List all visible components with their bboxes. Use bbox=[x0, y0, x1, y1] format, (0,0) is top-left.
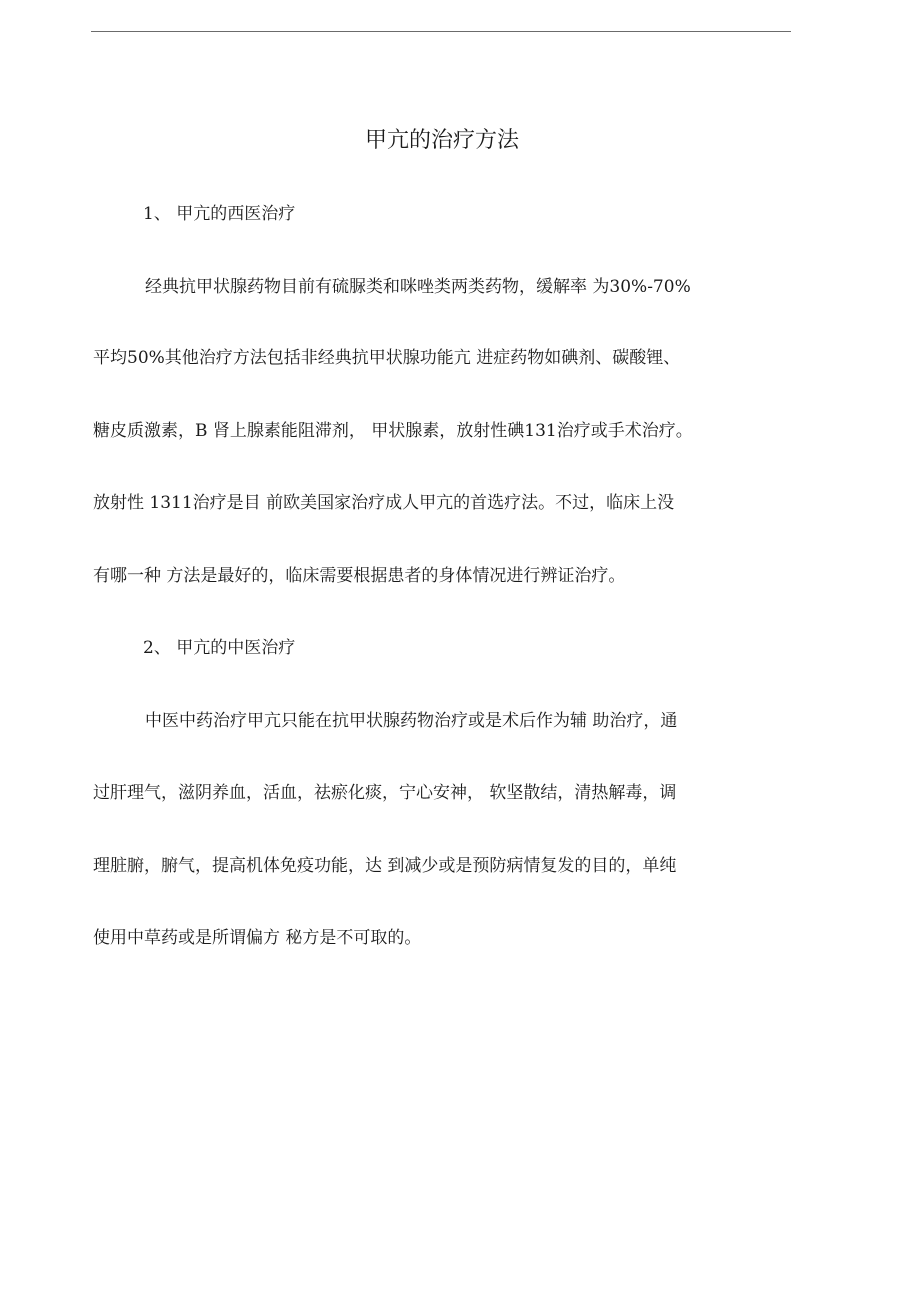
paragraph-line: 放射性 1311治疗是目 前欧美国家治疗成人甲亢的首选疗法。不过，临床上没 bbox=[93, 493, 675, 513]
paragraph-line: 理脏腑，腑气，提高机体免疫功能，达 到减少或是预防病情复发的目的，单纯 bbox=[93, 856, 677, 876]
paragraph-line: 有哪一种 方法是最好的，临床需要根据患者的身体情况进行辨证治疗。 bbox=[93, 566, 626, 586]
section-heading-western: 1、 甲亢的西医治疗 bbox=[143, 204, 296, 224]
document-title: 甲亢的治疗方法 bbox=[364, 128, 519, 153]
paragraph-line: 糖皮质激素，B 肾上腺素能阻滞剂， 甲状腺素，放射性碘131治疗或手术治疗。 bbox=[93, 421, 693, 441]
paragraph-line: 过肝理气，滋阴养血，活血，祛瘀化痰，宁心安神， 软坚散结，清热解毒，调 bbox=[93, 783, 677, 803]
paragraph-line: 经典抗甲状腺药物目前有硫脲类和咪唑类两类药物，缓解率 为30%-70% bbox=[145, 277, 691, 297]
header-rule bbox=[91, 31, 791, 32]
paragraph-line: 中医中药治疗甲亢只能在抗甲状腺药物治疗或是术后作为辅 助治疗，通 bbox=[145, 711, 678, 731]
paragraph-line: 平均50%其他治疗方法包括非经典抗甲状腺功能亢 进症药物如碘剂、碳酸锂、 bbox=[93, 348, 681, 368]
paragraph-line: 使用中草药或是所谓偏方 秘方是不可取的。 bbox=[93, 928, 422, 948]
section-heading-chinese: 2、 甲亢的中医治疗 bbox=[143, 638, 296, 658]
